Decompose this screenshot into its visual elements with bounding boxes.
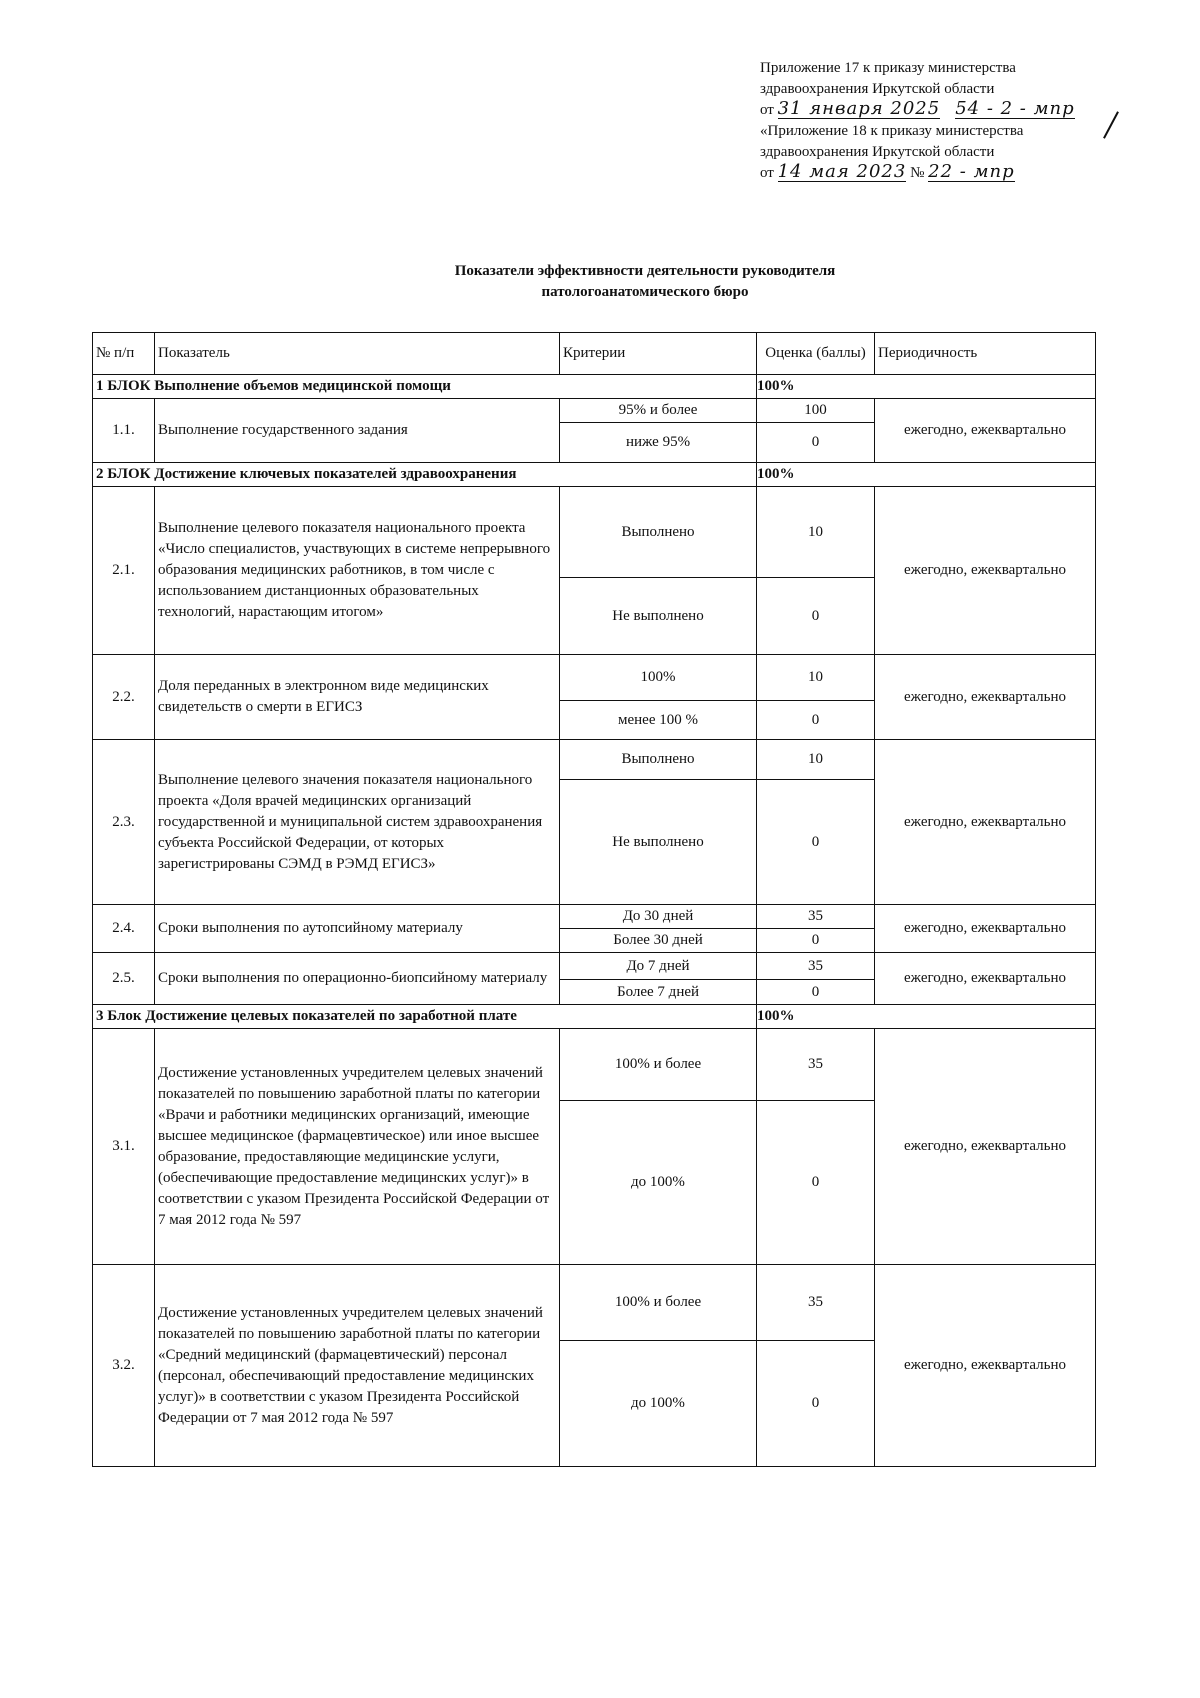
block-title: 1 БЛОК Выполнение объемов медицинской помощи <box>93 375 757 399</box>
date-prefix: от <box>760 102 774 118</box>
row-criterion: 95% и более <box>560 399 757 423</box>
row-periodicity: ежегодно, ежеквартально <box>875 487 1096 655</box>
appendix-header <box>760 58 1160 184</box>
title-line-1: Показатели эффективности деятельности руководителя <box>454 263 836 279</box>
row-indicator: Доля переданных в электронном виде медицинских свидетельств о смерти в ЕГИСЗ <box>155 655 560 740</box>
row-criterion: ниже 95% <box>560 423 757 463</box>
row-criterion: менее 100 % <box>560 701 757 740</box>
table-row <box>93 487 1096 578</box>
row-score: 0 <box>757 1341 875 1467</box>
block-row-1 <box>93 375 1096 399</box>
row-score: 100 <box>757 399 875 423</box>
row-criterion: Более 7 дней <box>560 980 757 1005</box>
table-row <box>93 399 1096 423</box>
row-periodicity: ежегодно, ежеквартально <box>875 399 1096 463</box>
row-number: 3.2. <box>93 1265 155 1467</box>
row-indicator: Выполнение целевого показателя национального проекта «Число специалистов, участвующих в системе непрерывного образования медицинских работников, в том числе с использованием дистанционных образовательных технологий, нарастающим итогом» <box>155 487 560 655</box>
row-score: 10 <box>757 487 875 578</box>
appendix-line-1: Приложение 17 к приказу министерства <box>760 60 1016 76</box>
row-indicator: Достижение установленных учредителем целевых значений показателей по повышению заработной платы по категории «Врачи и работники медицинских организаций, имеющие высшее медицинское (фармацевтическое) или иное высшее образование, предоставляющие медицинские услуги, (обеспечивающие предоставление медицинских услуг)» в соответствии с указом Президента Российской Федерации от 7 мая 2012 года № 597 <box>155 1029 560 1265</box>
appendix-line-3 <box>760 100 1160 121</box>
row-score: 0 <box>757 701 875 740</box>
block-percent: 100% <box>757 375 1096 399</box>
block-percent: 100% <box>757 1005 1096 1029</box>
appendix-line-6 <box>760 163 1160 184</box>
row-indicator: Достижение установленных учредителем целевых значений показателей по повышению заработной платы по категории «Средний медицинский (фармацевтический) персонал (персонал, обеспечивающий предоставление медицинских услуг)» в соответствии с указом Президента Российской Федерации от 7 мая 2012 года № 597 <box>155 1265 560 1467</box>
row-indicator: Сроки выполнения по аутопсийному материалу <box>155 905 560 953</box>
row-criterion: Выполнено <box>560 740 757 780</box>
header-score: Оценка (баллы) <box>757 333 875 375</box>
document-title <box>300 261 990 303</box>
row-number: 2.2. <box>93 655 155 740</box>
handwritten-date: 14 мая 2023 <box>777 161 907 182</box>
row-score: 0 <box>757 929 875 953</box>
table-row <box>93 953 1096 980</box>
indicators-table <box>92 332 1096 1467</box>
row-criterion: до 100% <box>560 1101 757 1265</box>
row-score: 35 <box>757 1029 875 1101</box>
row-score: 10 <box>757 655 875 701</box>
row-number: 2.3. <box>93 740 155 905</box>
row-criterion: Не выполнено <box>560 578 757 655</box>
row-score: 0 <box>757 1101 875 1265</box>
table-header-row <box>93 333 1096 375</box>
row-criterion: До 7 дней <box>560 953 757 980</box>
row-criterion: 100% <box>560 655 757 701</box>
handwritten-date: 31 января 2025 <box>777 98 941 119</box>
row-criterion: 100% и более <box>560 1265 757 1341</box>
header-num: № п/п <box>93 333 155 375</box>
row-indicator: Сроки выполнения по операционно-биопсийному материалу <box>155 953 560 1005</box>
row-score: 0 <box>757 780 875 905</box>
row-score: 35 <box>757 905 875 929</box>
row-periodicity: ежегодно, ежеквартально <box>875 655 1096 740</box>
row-score: 35 <box>757 1265 875 1341</box>
table-row <box>93 1265 1096 1341</box>
header-periodicity: Периодичность <box>875 333 1096 375</box>
appendix-line-2: здравоохранения Иркутской области <box>760 81 995 97</box>
number-prefix: № <box>910 165 925 181</box>
row-score: 0 <box>757 980 875 1005</box>
handwritten-order-number: 22 - мпр <box>928 161 1015 182</box>
row-criterion: Не выполнено <box>560 780 757 905</box>
header-criteria: Критерии <box>560 333 757 375</box>
row-score: 0 <box>757 578 875 655</box>
date-prefix: от <box>760 165 774 181</box>
row-periodicity: ежегодно, ежеквартально <box>875 1029 1096 1265</box>
row-periodicity: ежегодно, ежеквартально <box>875 740 1096 905</box>
row-criterion: До 30 дней <box>560 905 757 929</box>
block-title: 2 БЛОК Достижение ключевых показателей здравоохранения <box>93 463 757 487</box>
row-criterion: Выполнено <box>560 487 757 578</box>
row-number: 2.4. <box>93 905 155 953</box>
row-periodicity: ежегодно, ежеквартально <box>875 905 1096 953</box>
block-row-2 <box>93 463 1096 487</box>
block-title: 3 Блок Достижение целевых показателей по заработной плате <box>93 1005 757 1029</box>
block-row-3 <box>93 1005 1096 1029</box>
row-number: 2.5. <box>93 953 155 1005</box>
table-row <box>93 740 1096 780</box>
block-percent: 100% <box>757 463 1096 487</box>
row-periodicity: ежегодно, ежеквартально <box>875 953 1096 1005</box>
row-score: 0 <box>757 423 875 463</box>
row-indicator: Выполнение государственного задания <box>155 399 560 463</box>
title-line-2: патологоанатомического бюро <box>541 284 749 300</box>
header-indicator: Показатель <box>155 333 560 375</box>
row-criterion: Более 30 дней <box>560 929 757 953</box>
row-criterion: 100% и более <box>560 1029 757 1101</box>
row-number: 3.1. <box>93 1029 155 1265</box>
table-row <box>93 1029 1096 1101</box>
table-row <box>93 655 1096 701</box>
table-row <box>93 905 1096 929</box>
row-score: 35 <box>757 953 875 980</box>
row-number: 1.1. <box>93 399 155 463</box>
appendix-line-5: здравоохранения Иркутской области <box>760 144 995 160</box>
row-criterion: до 100% <box>560 1341 757 1467</box>
row-indicator: Выполнение целевого значения показателя национального проекта «Доля врачей медицинских организаций государственной и муниципальной систем здравоохранения субъекта Российской Федерации, от которых зарегистрированы СЭМД в РЭМД ЕГИСЗ» <box>155 740 560 905</box>
row-number: 2.1. <box>93 487 155 655</box>
appendix-line-4: «Приложение 18 к приказу министерства <box>760 123 1024 139</box>
handwritten-order-number: 54 - 2 - мпр <box>955 98 1075 119</box>
row-periodicity: ежегодно, ежеквартально <box>875 1265 1096 1467</box>
row-score: 10 <box>757 740 875 780</box>
